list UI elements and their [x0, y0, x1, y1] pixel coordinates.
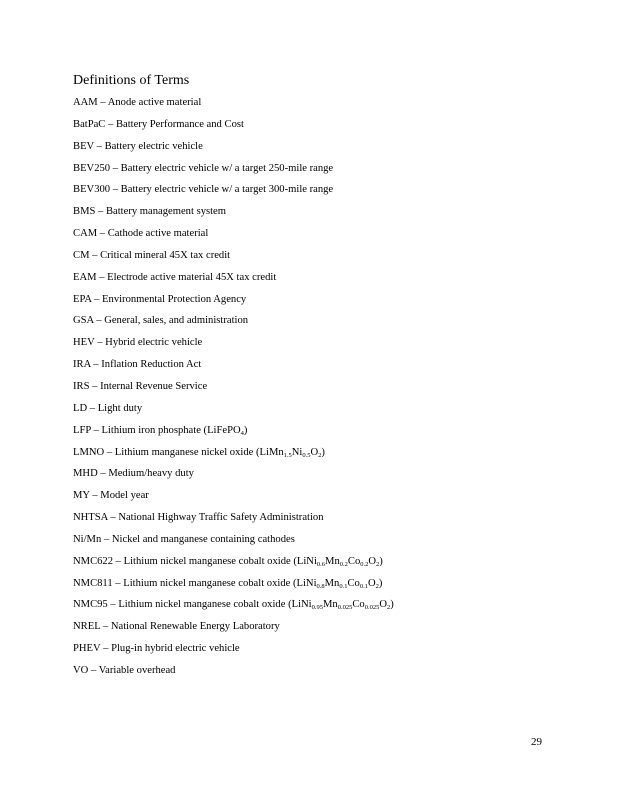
subscript: 0.025 [364, 604, 380, 612]
page-number: 29 [531, 736, 542, 748]
definition-item: MY – Model year [73, 490, 149, 502]
definition-item: NREL – National Renewable Energy Laboratory [73, 621, 280, 633]
definition-item: Ni/Mn – Nickel and manganese containing cathodes [73, 533, 295, 545]
subscript: 2 [375, 582, 379, 590]
definition-item: BEV300 – Battery electric vehicle w/ a target 300-mile range [73, 184, 334, 196]
definition-item: EPA – Environmental Protection Agency [73, 293, 247, 305]
definition-text: Mn [325, 555, 340, 567]
definition-item [73, 596, 394, 618]
definition-text: ) [379, 555, 383, 567]
subscript: 0.025 [337, 604, 353, 612]
section-heading: Definitions of Terms [73, 73, 190, 88]
definition-text: NMC95 – Lithium nickel manganese cobalt oxide (LiNi [73, 599, 312, 611]
subscript: 0.6 [316, 560, 326, 568]
definition-item: AAM – Anode active material [73, 97, 202, 108]
definition-item: EAM – Electrode active material 45X tax credit [73, 271, 277, 283]
subscript: 1.5 [283, 451, 292, 459]
definition-item [73, 422, 394, 444]
definition-text: NMC622 – Lithium nickel manganese cobalt oxide (LiNi [73, 555, 317, 567]
definition-item [73, 575, 394, 597]
definition-text: O [310, 446, 319, 458]
definition-item: IRS – Internal Revenue Service [73, 380, 208, 392]
definition-item [73, 444, 394, 466]
definition-text: Mn [324, 577, 340, 589]
definition-item: PHEV – Plug-in hybrid electric vehicle [73, 643, 240, 655]
subscript: 0.8 [316, 582, 325, 590]
definition-text: ) [243, 424, 248, 436]
definition-text: Co [347, 555, 361, 567]
definition-item: BEV250 – Battery electric vehicle w/ a target 250-mile range [73, 162, 334, 174]
subscript: 2 [376, 560, 380, 568]
definition-text: LFP – Lithium iron phosphate (LiFePO [73, 424, 241, 436]
definition-text: Mn [322, 599, 338, 611]
definition-item: IRA – Inflation Reduction Act [73, 359, 202, 371]
definition-item: LD – Light duty [73, 402, 143, 414]
subscript: 0.2 [360, 560, 369, 568]
definition-item: CAM – Cathode active material [73, 228, 209, 240]
subscript: 0.5 [302, 451, 311, 459]
definition-item: BatPaC – Battery Performance and Cost [73, 118, 244, 130]
definition-text: Co [347, 577, 360, 589]
subscript: 2 [386, 604, 391, 612]
subscript: 2 [318, 451, 322, 459]
definition-text: O [368, 555, 377, 567]
definition-text: LMNO – Lithium manganese nickel oxide (LiMn [73, 446, 284, 458]
definition-text: ) [390, 599, 394, 611]
subscript: 0.95 [311, 604, 323, 612]
subscript: 0.1 [359, 582, 368, 590]
definition-item: GSA – General, sales, and administration [73, 315, 249, 327]
definition-text: ) [378, 577, 383, 589]
definition-text: O [367, 577, 376, 589]
definition-text: Co [352, 599, 365, 611]
definition-text: O [379, 599, 387, 611]
subscript: 4 [240, 429, 244, 437]
definition-text: NMC811 – Lithium nickel manganese cobalt oxide (LiNi [73, 577, 317, 589]
definition-item: CM – Critical mineral 45X tax credit [73, 249, 231, 261]
definition-item: MHD – Medium/heavy duty [73, 468, 194, 480]
definition-text: ) [321, 446, 325, 458]
definition-item: NHTSA – National Highway Traffic Safety Administration [73, 512, 324, 524]
definition-item: BMS – Battery management system [73, 206, 226, 218]
subscript: 0.2 [339, 560, 348, 568]
definitions-list [73, 94, 394, 684]
definition-item [73, 553, 394, 575]
definition-item: BEV – Battery electric vehicle [73, 140, 203, 152]
definition-item: VO – Variable overhead [73, 664, 176, 676]
subscript: 0.1 [339, 582, 348, 590]
definition-item: HEV – Hybrid electric vehicle [73, 337, 203, 349]
definition-text: Ni [291, 446, 303, 458]
